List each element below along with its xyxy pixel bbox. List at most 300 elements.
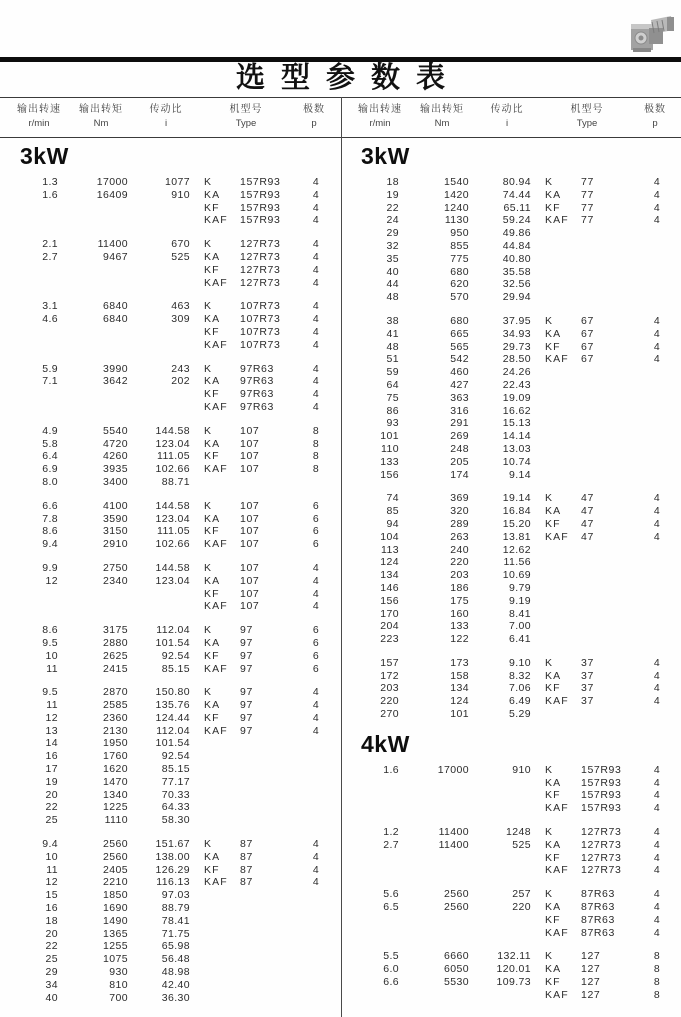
poles-value: 4	[312, 325, 320, 338]
type-model: 97R63	[240, 362, 274, 375]
type-model	[240, 979, 296, 992]
torque-value: 1075	[103, 953, 128, 966]
poles-value	[296, 902, 336, 915]
ratio-value: 10.74	[502, 455, 531, 468]
speed-value: 220	[380, 695, 399, 708]
type-prefix: KF	[545, 340, 561, 353]
type-model: 87	[240, 876, 253, 889]
spec-group	[0, 838, 341, 1004]
col-spacer	[531, 291, 545, 304]
col-spacer	[531, 531, 545, 544]
type-model: 97	[240, 649, 253, 662]
ratio-value: 13.03	[502, 442, 531, 455]
speed-value: 20	[45, 927, 58, 940]
table-row	[341, 291, 681, 304]
type-prefix	[204, 940, 240, 953]
speed-value: 9.4	[42, 838, 58, 851]
type-prefix	[545, 405, 581, 418]
torque-value: 269	[450, 430, 469, 443]
type-model	[581, 544, 637, 557]
col-spacer	[531, 708, 545, 721]
ratio-value: 9.10	[508, 656, 531, 669]
poles-value	[637, 430, 677, 443]
col-spacer	[190, 776, 204, 789]
type-prefix: KA	[545, 327, 562, 340]
col-spacer	[190, 763, 204, 776]
col-spacer	[531, 315, 545, 328]
spec-group	[341, 657, 681, 721]
poles-value	[637, 608, 677, 621]
speed-value: 19	[386, 188, 399, 201]
table-row	[0, 864, 341, 877]
spec-group	[0, 238, 341, 289]
col-spacer	[531, 901, 545, 914]
table-row	[0, 500, 341, 513]
torque-value: 17000	[96, 176, 128, 188]
table-row	[341, 695, 681, 708]
type-model: 107	[240, 437, 260, 450]
col-spacer	[190, 450, 204, 463]
ratio-value: 257	[512, 888, 531, 901]
torque-value	[58, 214, 128, 227]
col-spacer	[531, 266, 545, 279]
speed-value: 40	[45, 991, 58, 1004]
speed-value: 59	[386, 366, 399, 379]
ratio-value: 463	[171, 300, 190, 313]
table-row	[341, 556, 681, 569]
table-row	[0, 637, 341, 650]
type-prefix: KF	[204, 450, 220, 463]
ratio-value: 65.11	[503, 201, 531, 214]
poles-value: 4	[653, 789, 661, 802]
ratio-value: 71.75	[161, 927, 190, 940]
type-prefix	[204, 889, 240, 902]
header-ratio-unit: i	[164, 118, 168, 129]
poles-value: 4	[653, 682, 661, 695]
type-model: 157R93	[240, 201, 281, 214]
speed-value: 2.7	[42, 250, 58, 263]
table-row	[0, 992, 341, 1005]
poles-value: 6	[312, 636, 320, 649]
ratio-value: 8.41	[508, 607, 531, 620]
type-model: 127R73	[581, 838, 622, 851]
poles-value	[637, 366, 677, 379]
type-model: 77	[581, 201, 594, 214]
type-prefix: KAF	[204, 214, 228, 227]
table-row	[0, 339, 341, 352]
type-prefix	[545, 456, 581, 469]
type-prefix: K	[204, 238, 213, 251]
table-row	[0, 814, 341, 827]
speed-value: 223	[380, 633, 399, 646]
spec-group	[341, 888, 681, 939]
ratio-value: 37.95	[502, 314, 531, 327]
header-torque-zh: 输出转矩	[79, 104, 123, 115]
col-spacer	[190, 313, 204, 326]
table-row	[0, 202, 341, 215]
ratio-value: 126.29	[155, 863, 190, 876]
speed-value: 93	[386, 417, 399, 430]
type-prefix	[545, 266, 581, 279]
poles-value	[637, 266, 677, 279]
table-row	[341, 802, 681, 815]
col-spacer	[190, 750, 204, 763]
speed-value: 113	[381, 543, 399, 556]
ratio-value: 29.94	[502, 291, 531, 304]
speed-value: 9.9	[42, 561, 58, 574]
torque-value: 158	[450, 669, 469, 682]
torque-value: 1690	[103, 902, 128, 915]
table-row	[341, 888, 681, 901]
ratio-value: 32.56	[502, 278, 531, 291]
table-row	[341, 569, 681, 582]
speed-value: 6.6	[42, 499, 58, 512]
header-poles-zh: 极数	[644, 104, 666, 115]
poles-value: 4	[653, 314, 661, 327]
type-prefix: K	[204, 176, 213, 188]
torque-value: 174	[450, 468, 469, 481]
type-prefix	[545, 443, 581, 456]
type-model: 127R73	[581, 851, 622, 864]
poles-value: 4	[653, 926, 661, 939]
speed-value: 34	[45, 978, 58, 991]
col-spacer	[531, 657, 545, 670]
table-row	[341, 608, 681, 621]
table-row	[341, 852, 681, 865]
col-spacer	[531, 864, 545, 877]
torque-value: 291	[450, 417, 469, 430]
ratio-value: 64.33	[161, 801, 190, 814]
type-model: 127	[581, 963, 601, 976]
ratio-value: 5.29	[508, 708, 531, 721]
speed-value: 75	[386, 391, 399, 404]
table-row	[341, 777, 681, 790]
torque-value	[399, 802, 469, 815]
type-prefix	[545, 582, 581, 595]
col-spacer	[531, 392, 545, 405]
torque-value: 11400	[97, 238, 128, 251]
table-row	[0, 176, 341, 189]
speed-value: 18	[45, 914, 58, 927]
type-prefix	[204, 789, 240, 802]
torque-value: 775	[450, 252, 469, 265]
speed-value: 9.4	[42, 538, 58, 551]
speed-value: 85	[386, 505, 399, 518]
poles-value: 4	[312, 574, 320, 587]
type-prefix	[204, 902, 240, 915]
table-row	[341, 682, 681, 695]
col-spacer	[190, 189, 204, 202]
speed-value: 25	[45, 814, 58, 827]
type-prefix	[545, 392, 581, 405]
header-ratio-unit: i	[505, 118, 509, 129]
table-row	[0, 326, 341, 339]
type-model	[240, 737, 296, 750]
torque-value: 680	[450, 314, 469, 327]
spec-group	[0, 300, 341, 351]
speed-value: 4.6	[42, 313, 58, 326]
ratio-value: 102.66	[155, 463, 190, 476]
table-row	[0, 264, 341, 277]
poles-value	[296, 814, 336, 827]
type-model: 97	[240, 686, 253, 699]
type-model: 107	[240, 463, 260, 476]
poles-value	[296, 953, 336, 966]
speed-value: 7.1	[42, 375, 58, 388]
header-type-unit: Type	[576, 118, 598, 129]
table-row	[341, 253, 681, 266]
table-row	[341, 708, 681, 721]
type-prefix	[545, 278, 581, 291]
ratio-value	[128, 588, 190, 601]
ratio-value: 7.06	[508, 682, 531, 695]
ratio-value: 19.14	[502, 492, 531, 505]
type-prefix	[545, 569, 581, 582]
col-spacer	[531, 278, 545, 291]
type-prefix: KA	[545, 963, 562, 976]
speed-value: 5.5	[383, 950, 399, 963]
table-row	[341, 657, 681, 670]
table-row	[0, 525, 341, 538]
speed-value: 12	[45, 711, 58, 724]
table-row	[341, 189, 681, 202]
torque-value: 186	[450, 581, 469, 594]
col-spacer	[190, 940, 204, 953]
torque-value: 6840	[103, 300, 128, 313]
speed-value: 14	[45, 737, 58, 750]
ratio-value: 144.58	[155, 499, 190, 512]
type-prefix	[204, 915, 240, 928]
speed-value	[10, 264, 58, 277]
torque-value: 2415	[103, 662, 128, 675]
ratio-value: 6.41	[508, 633, 531, 646]
col-spacer	[531, 405, 545, 418]
ratio-value: 151.67	[155, 838, 190, 851]
table-row	[0, 463, 341, 476]
table-row	[0, 763, 341, 776]
type-prefix: KF	[545, 789, 561, 802]
type-model: 47	[581, 505, 594, 518]
table-row	[0, 915, 341, 928]
speed-value: 48	[386, 340, 399, 353]
poles-value: 6	[312, 662, 320, 675]
poles-value: 4	[312, 600, 320, 613]
col-spacer	[531, 189, 545, 202]
torque-value: 1255	[103, 940, 128, 953]
type-model: 157R93	[581, 789, 622, 802]
speed-value: 146	[380, 581, 399, 594]
type-model: 97	[240, 624, 253, 637]
col-spacer	[190, 992, 204, 1005]
poles-value: 4	[312, 263, 320, 276]
col-spacer	[531, 469, 545, 482]
table-row	[341, 417, 681, 430]
type-prefix	[545, 469, 581, 482]
poles-value	[296, 928, 336, 941]
spec-group	[341, 826, 681, 877]
ratio-value: 34.93	[502, 327, 531, 340]
table-row	[0, 902, 341, 915]
poles-value: 4	[653, 214, 661, 227]
table-row	[341, 595, 681, 608]
type-model	[581, 595, 637, 608]
col-spacer	[190, 300, 204, 313]
torque-value: 1365	[103, 927, 128, 940]
speed-value: 32	[386, 239, 399, 252]
type-model: 107R73	[240, 325, 281, 338]
speed-value	[351, 914, 399, 927]
type-prefix: KAF	[545, 802, 569, 815]
table-row	[0, 538, 341, 551]
column-headers-right	[341, 102, 681, 131]
torque-value: 1850	[103, 889, 128, 902]
header-type	[198, 102, 294, 131]
poles-value: 4	[312, 711, 320, 724]
table-row	[341, 826, 681, 839]
type-prefix	[545, 544, 581, 557]
ratio-value: 910	[512, 763, 531, 776]
table-row	[341, 456, 681, 469]
table-right-half	[341, 141, 681, 1013]
poles-value: 4	[653, 656, 661, 669]
poles-value: 4	[312, 375, 320, 388]
col-spacer	[531, 950, 545, 963]
type-model: 97	[240, 724, 253, 737]
poles-value: 4	[653, 327, 661, 340]
type-prefix: KAF	[204, 662, 228, 675]
poles-value: 4	[653, 695, 661, 708]
type-prefix: KF	[204, 863, 220, 876]
ratio-value: 243	[171, 362, 190, 375]
torque-value: 363	[450, 391, 469, 404]
col-spacer	[531, 443, 545, 456]
col-spacer	[190, 500, 204, 513]
type-prefix: KAF	[204, 600, 228, 613]
poles-value: 4	[312, 863, 320, 876]
type-prefix	[545, 633, 581, 646]
torque-value: 369	[450, 492, 469, 505]
type-prefix: K	[545, 176, 554, 188]
poles-value	[637, 405, 677, 418]
table-row	[0, 588, 341, 601]
col-spacer	[531, 989, 545, 1002]
col-spacer	[531, 927, 545, 940]
type-model: 77	[581, 214, 594, 227]
header-poles-zh: 极数	[303, 104, 325, 115]
table-row	[0, 401, 341, 414]
type-prefix	[545, 366, 581, 379]
type-prefix: KA	[204, 375, 221, 388]
table-row	[341, 789, 681, 802]
ratio-value	[128, 264, 190, 277]
torque-value: 2130	[103, 724, 128, 737]
poles-value	[637, 278, 677, 291]
ratio-value: 40.80	[502, 252, 531, 265]
speed-value: 1.3	[42, 176, 58, 188]
poles-value: 4	[653, 505, 661, 518]
type-model: 107	[240, 574, 260, 587]
col-spacer	[190, 363, 204, 376]
type-model: 97	[240, 711, 253, 724]
speed-value: 16	[45, 902, 58, 915]
poles-value	[296, 940, 336, 953]
col-spacer	[531, 914, 545, 927]
table-row	[341, 839, 681, 852]
table-row	[0, 476, 341, 489]
type-model: 107	[240, 499, 260, 512]
type-model	[581, 240, 637, 253]
type-prefix: KF	[204, 711, 220, 724]
poles-value: 8	[312, 463, 320, 476]
poles-value: 4	[653, 353, 661, 366]
speed-value	[351, 777, 399, 790]
col-spacer	[190, 401, 204, 414]
ratio-value: 123.04	[155, 437, 190, 450]
table-row	[0, 979, 341, 992]
type-model	[581, 443, 637, 456]
type-model: 157R93	[240, 214, 281, 227]
header-speed	[351, 102, 409, 131]
poles-value: 4	[312, 338, 320, 351]
ratio-value: 144.58	[155, 424, 190, 437]
torque-value: 2910	[103, 538, 128, 551]
speed-value: 22	[45, 940, 58, 953]
type-prefix: K	[204, 624, 213, 637]
type-model	[240, 750, 296, 763]
torque-value: 134	[450, 682, 469, 695]
header-ratio-zh: 传动比	[490, 104, 524, 115]
ratio-value	[128, 202, 190, 215]
torque-value	[58, 277, 128, 290]
ratio-value: 12.62	[502, 543, 531, 556]
poles-value	[637, 569, 677, 582]
type-model: 107R73	[240, 313, 281, 326]
header-speed-zh: 输出转速	[358, 104, 402, 115]
speed-value: 10	[45, 649, 58, 662]
table-row	[0, 663, 341, 676]
poles-value	[637, 240, 677, 253]
col-spacer	[190, 889, 204, 902]
col-spacer	[190, 600, 204, 613]
poles-value: 4	[653, 669, 661, 682]
torque-value: 6050	[444, 963, 469, 976]
type-model	[240, 992, 296, 1005]
poles-value: 4	[312, 699, 320, 712]
ratio-value	[469, 927, 531, 940]
type-model: 87R63	[581, 913, 615, 926]
speed-value	[351, 864, 399, 877]
type-model: 127R73	[581, 826, 622, 839]
table-row	[341, 379, 681, 392]
header-poles	[635, 102, 675, 131]
poles-value: 4	[312, 850, 320, 863]
speed-value: 13	[45, 724, 58, 737]
ratio-value: 138.00	[155, 850, 190, 863]
spec-group	[341, 492, 681, 646]
ratio-value	[469, 789, 531, 802]
poles-value: 4	[653, 851, 661, 864]
ratio-value	[469, 852, 531, 865]
torque-value: 175	[450, 594, 469, 607]
type-model: 67	[581, 327, 594, 340]
type-prefix	[204, 966, 240, 979]
speed-value: 44	[386, 278, 399, 291]
ratio-value: 56.48	[161, 953, 190, 966]
ratio-value: 48.98	[161, 966, 190, 979]
poles-value: 4	[653, 530, 661, 543]
type-model	[240, 476, 296, 489]
type-prefix: KF	[204, 325, 220, 338]
